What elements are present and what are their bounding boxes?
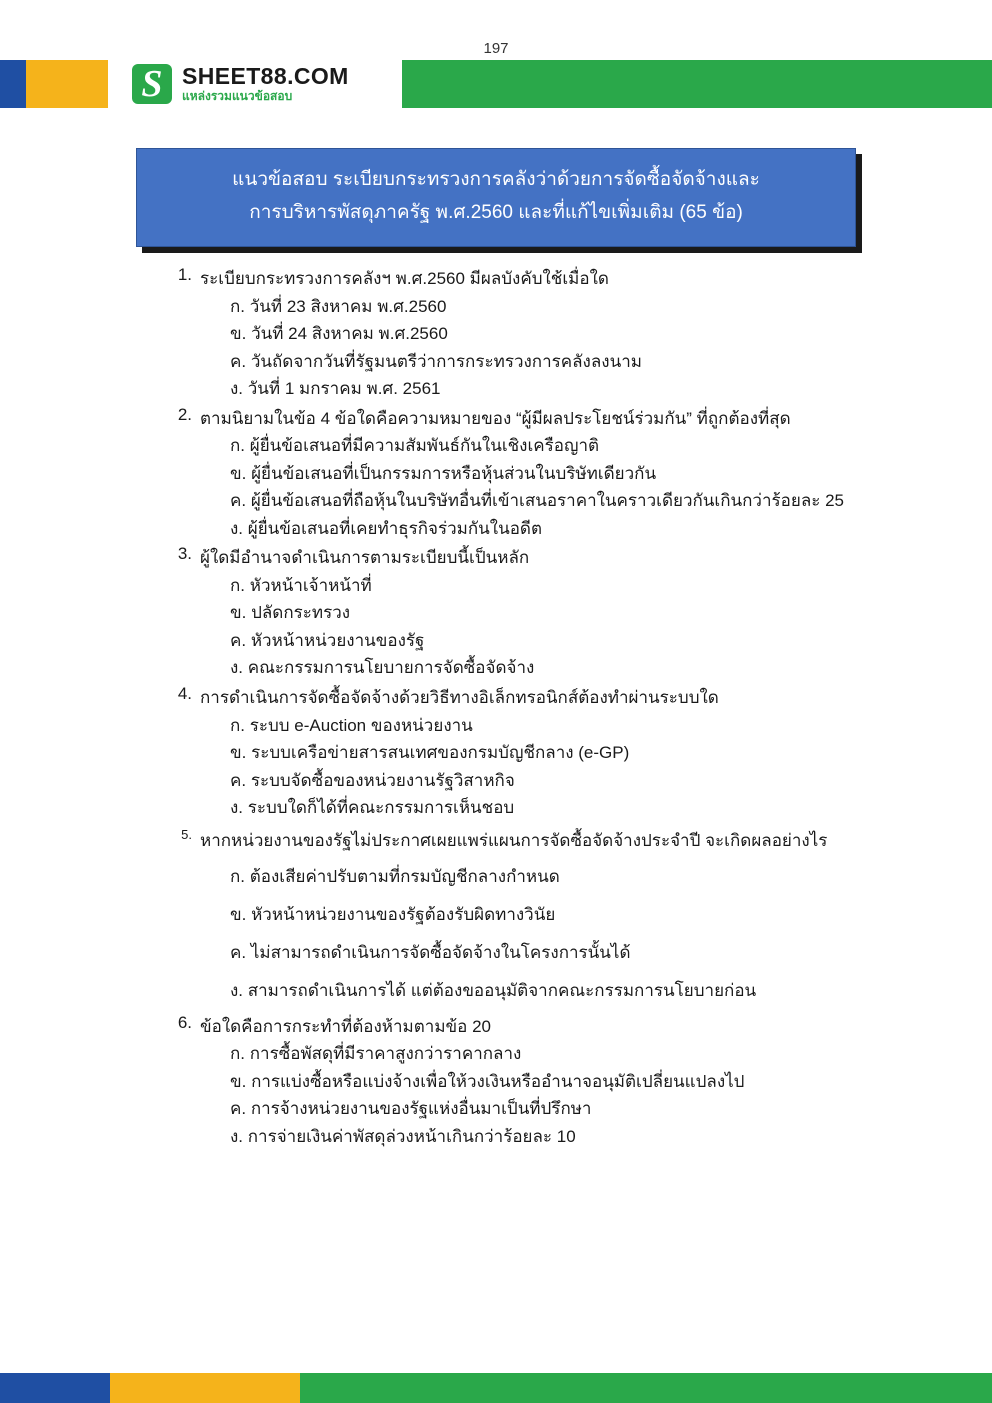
choice-b: ข. ผู้ยื่นข้อเสนอที่เป็นกรรมการหรือหุ้นส่วนในบริษัทเดียวกัน bbox=[230, 463, 657, 483]
choice-b: ข. ระบบเครือข่ายสารสนเทศของกรมบัญชีกลาง (e-GP) bbox=[230, 743, 630, 763]
choice-c: ค. ผู้ยื่นข้อเสนอที่ถือหุ้นในบริษัทอื่นที่เข้าเสนอราคาในคราวเดียวกันเกินกว่าร้อยละ 25 bbox=[230, 491, 845, 511]
choice-c: ค. ไม่สามารถดำเนินการจัดซื้อจัดจ้างในโครงการนั้นได้ bbox=[230, 943, 631, 963]
question-item bbox=[0, 824, 992, 1011]
choice-a: ก. หัวหน้าเจ้าหน้าที่ bbox=[230, 575, 372, 595]
question-item bbox=[0, 405, 992, 543]
choice-b: ข. ปลัดกระทรวง bbox=[230, 603, 351, 623]
choice-d: ง. สามารถดำเนินการได้ แต่ต้องขออนุมัติจากคณะกรรมการนโยบายก่อน bbox=[230, 981, 757, 1001]
choice-a: ก. ผู้ยื่นข้อเสนอที่มีความสัมพันธ์กันในเชิงเครือญาติ bbox=[230, 436, 600, 456]
question-text: ผู้ใดมีอำนาจดำเนินการตามระเบียบนี้เป็นหลัก bbox=[200, 548, 530, 568]
question-item bbox=[0, 684, 992, 822]
question-number: 1. bbox=[177, 265, 192, 284]
choice-d: ง. คณะกรรมการนโยบายการจัดซื้อจัดจ้าง bbox=[230, 658, 535, 678]
choice-a: ก. การซื้อพัสดุที่มีราคาสูงกว่าราคากลาง bbox=[230, 1044, 522, 1064]
question-text: ตามนิยามในข้อ 4 ข้อใดคือความหมายของ “ผู้มีผลประโยชน์ร่วมกัน” ที่ถูกต้องที่สุด bbox=[200, 408, 791, 428]
site-logo bbox=[132, 62, 349, 106]
document-title-line-1: แนวข้อสอบ ระเบียบกระทรวงการคลังว่าด้วยการจัดซื้อจัดจ้างและ bbox=[232, 169, 760, 190]
bottom-segment-yellow bbox=[110, 1373, 300, 1403]
choice-c: ค. การจ้างหน่วยงานของรัฐแห่งอื่นมาเป็นที่ปรึกษา bbox=[230, 1099, 592, 1119]
choice-a: ก. ต้องเสียค่าปรับตามที่กรมบัญชีกลางกำหนด bbox=[230, 866, 560, 886]
question-list bbox=[0, 265, 992, 1152]
choice-b: ข. การแบ่งซื้อหรือแบ่งจ้างเพื่อให้วงเงินหรืออำนาจอนุมัติเปลี่ยนแปลงไป bbox=[230, 1071, 745, 1091]
bottom-segment-green bbox=[300, 1373, 992, 1403]
question-number: 5. bbox=[181, 826, 192, 842]
choice-c: ค. ระบบจัดซื้อของหน่วยงานรัฐวิสาหกิจ bbox=[230, 770, 515, 790]
question-text: ระเบียบกระทรวงการคลังฯ พ.ศ.2560 มีผลบังคับใช้เมื่อใด bbox=[200, 269, 609, 288]
choice-d: ง. วันที่ 1 มกราคม พ.ศ. 2561 bbox=[230, 379, 441, 399]
question-item bbox=[0, 265, 992, 403]
question-text: ข้อใดคือการกระทำที่ต้องห้ามตามข้อ 20 bbox=[200, 1016, 492, 1036]
choice-list bbox=[200, 572, 992, 682]
logo-title: SHEET88.COM bbox=[182, 63, 349, 90]
banner-segment-blue bbox=[0, 60, 26, 108]
bottom-banner bbox=[0, 1373, 992, 1403]
logo-subtitle: แหล่งรวมแนวข้อสอบ bbox=[182, 89, 293, 104]
question-number: 2. bbox=[177, 404, 192, 424]
choice-d: ง. ระบบใดก็ได้ที่คณะกรรมการเห็นชอบ bbox=[230, 798, 515, 818]
question-text: การดำเนินการจัดซื้อจัดจ้างด้วยวิธีทางอิเล็กทรอนิกส์ต้องทำผ่านระบบใด bbox=[200, 687, 719, 707]
document-title-line-2: การบริหารพัสดุภาครัฐ พ.ศ.2560 และที่แก้ไขเพิ่มเติม (65 ข้อ) bbox=[249, 202, 743, 224]
question-item bbox=[0, 544, 992, 682]
banner-segment-yellow bbox=[26, 60, 108, 108]
choice-b: ข. วันที่ 24 สิงหาคม พ.ศ.2560 bbox=[230, 324, 448, 344]
question-number: 4. bbox=[177, 683, 192, 703]
choice-list bbox=[200, 712, 992, 822]
choice-b: ข. หัวหน้าหน่วยงานของรัฐต้องรับผิดทางวินัย bbox=[230, 904, 556, 924]
choice-d: ง. ผู้ยื่นข้อเสนอที่เคยทำธุรกิจร่วมกันในอดีต bbox=[230, 518, 543, 538]
choice-c: ค. หัวหน้าหน่วยงานของรัฐ bbox=[230, 630, 425, 650]
question-number: 6. bbox=[177, 1012, 192, 1032]
choice-a: ก. วันที่ 23 สิงหาคม พ.ศ.2560 bbox=[230, 296, 447, 316]
question-number: 3. bbox=[177, 544, 192, 564]
page-number: 197 bbox=[483, 40, 509, 57]
choice-c: ค. วันถัดจากวันที่รัฐมนตรีว่าการกระทรวงการคลังลงนาม bbox=[230, 351, 642, 371]
choice-list bbox=[200, 858, 992, 1011]
choice-d: ง. การจ่ายเงินค่าพัสดุล่วงหน้าเกินกว่าร้อยละ 10 bbox=[230, 1126, 576, 1146]
bottom-segment-blue bbox=[0, 1373, 110, 1403]
choice-list bbox=[200, 1040, 992, 1150]
choice-list bbox=[200, 432, 992, 542]
question-text: หากหน่วยงานของรัฐไม่ประกาศเผยแพร่แผนการจัดซื้อจัดจ้างประจำปี จะเกิดผลอย่างไร bbox=[200, 830, 828, 850]
banner-segment-green bbox=[402, 60, 992, 108]
choice-list bbox=[200, 293, 992, 403]
logo-glyph-text: S bbox=[141, 63, 163, 105]
question-item bbox=[0, 1013, 992, 1151]
logo-s-icon bbox=[132, 64, 172, 104]
choice-a: ก. ระบบ e-Auction ของหน่วยงาน bbox=[230, 715, 473, 735]
document-title-box bbox=[136, 148, 856, 247]
